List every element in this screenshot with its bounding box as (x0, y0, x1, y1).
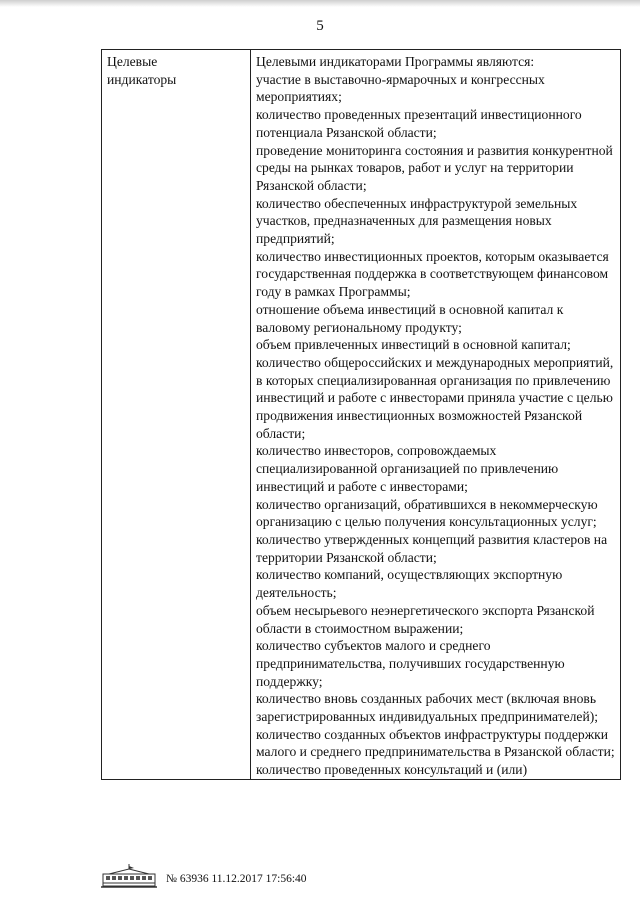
indicators-table (101, 49, 621, 780)
indicator-item: участие в выставочно-ярмарочных и конгрессных мероприятиях; (256, 71, 545, 105)
scan-edge (0, 0, 640, 7)
indicators-intro: Целевыми индикаторами Программы являются: (256, 54, 535, 69)
indicator-item: количество созданных объектов инфраструктуры поддержки малого и среднего предпринимательства в Рязанской области; (256, 726, 615, 760)
page-number: 5 (316, 18, 324, 34)
indicator-item: проведение мониторинга состояния и развития конкурентной среды на рынках товаров, работ и услуг на территории Рязанской области; (256, 142, 613, 193)
indicator-item: количество утвержденных концепций развития кластеров на территории Рязанской области; (256, 531, 608, 565)
indicator-item: количество проведенных консультаций и (или) (256, 762, 528, 778)
indicator-item: количество проведенных презентаций инвестиционного потенциала Рязанской области; (256, 107, 582, 140)
indicator-item: количество обеспеченных инфраструктурой земельных участков, предназначенных для размещения новых предприятий; (256, 195, 578, 247)
indicator-item: количество инвесторов, сопровождаемых специализированной организацией по привлечению инвестиций и работе с инвесторами; (256, 443, 559, 494)
row-label-cell (102, 50, 251, 780)
indicator-item: количество вновь созданных рабочих мест (включая вновь зарегистрированных индивидуальных предпринимателей); (256, 691, 599, 725)
row-label-line: индикаторы (107, 71, 177, 87)
indicator-item: объем привлеченных инвестиций в основной капитал; (256, 337, 571, 353)
indicator-item: объем несырьевого неэнергетического экспорта Рязанской области в стоимостном выражении; (256, 602, 595, 636)
indicator-item: количество организаций, обратившихся в некоммерческую организацию с целью получения консультационных услуг; (256, 496, 598, 530)
table-row (102, 50, 621, 780)
row-content-cell (251, 50, 621, 780)
indicator-item: количество общероссийских и международных мероприятий, в которых специализированная организация по привлечению инвестиций и работе с инвесторами приняла участие с целью продвижения инвестиционных возможностей Рязанской области; (256, 354, 614, 441)
document-registration-info: № 63936 11.12.2017 17:56:40 (166, 873, 307, 885)
indicator-item: количество инвестиционных проектов, которым оказывается государственная поддержка в соответствующем финансовом году в рамках Программы; (256, 248, 609, 300)
indicator-item: количество компаний, осуществляющих экспортную деятельность; (256, 567, 563, 601)
indicator-item: количество субъектов малого и среднего предпринимательства, получивших государственную поддержку; (256, 638, 565, 689)
government-building-stamp-icon (99, 864, 159, 890)
indicator-item: отношение объема инвестиций в основной капитал к валовому региональному продукту; (256, 301, 564, 335)
row-label-line: Целевые (107, 54, 158, 69)
